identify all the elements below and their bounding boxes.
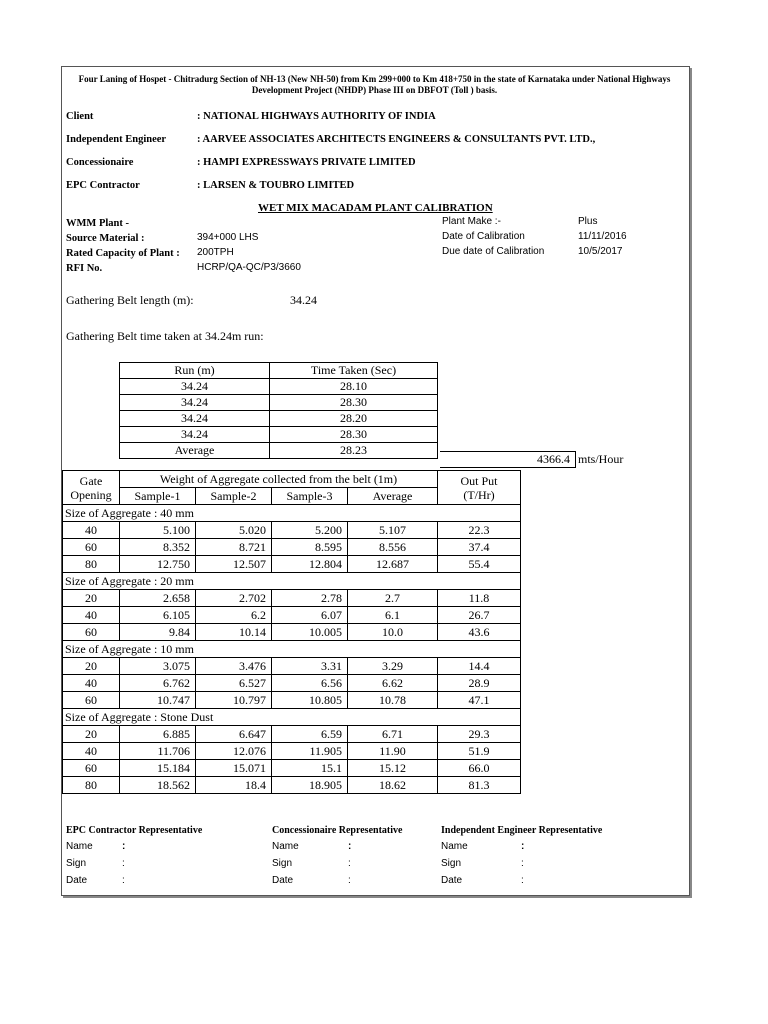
calibration-date-label: Date of Calibration [442, 231, 525, 242]
due-date-value: 10/5/2017 [578, 246, 623, 257]
weight-cell: 2.658 [119, 589, 196, 607]
sample-header: Sample-1 [119, 487, 196, 505]
run-cell: 34.24 [119, 410, 270, 427]
party-label: Concessionaire [66, 157, 134, 168]
source-material-value: 394+000 LHS [197, 232, 259, 243]
gate-opening-cell: 80 [62, 555, 120, 573]
sign-field-label: Sign [272, 858, 293, 869]
time-cell: 28.10 [269, 378, 438, 395]
time-cell: 28.30 [269, 394, 438, 411]
sign-field-label: Date [441, 875, 463, 886]
gate-opening-cell: 40 [62, 521, 120, 539]
sign-field-label: Date [272, 875, 294, 886]
signature-title: Concessionaire Representative [272, 825, 403, 836]
weight-cell: 6.105 [119, 606, 196, 624]
weight-cell: 8.556 [347, 538, 438, 556]
gate-opening-cell: 60 [62, 538, 120, 556]
rated-capacity-label: Rated Capacity of Plant : [66, 248, 180, 259]
calibration-date-value: 11/11/2016 [578, 231, 627, 242]
rated-capacity-value: 200TPH [197, 247, 234, 258]
run-cell: 34.24 [119, 426, 270, 443]
weight-cell: 18.562 [119, 776, 196, 794]
due-date-label: Due date of Calibration [442, 246, 545, 257]
weight-cell: 3.29 [347, 657, 438, 675]
party-value: : LARSEN & TOUBRO LIMITED [197, 180, 355, 191]
time-cell: 28.20 [269, 410, 438, 427]
sign-field-label: Name [66, 841, 93, 852]
time-header: Time Taken (Sec) [269, 362, 438, 379]
weight-cell: 6.2 [195, 606, 272, 624]
weight-cell: 10.805 [271, 691, 348, 709]
weight-cell: 12.687 [347, 555, 438, 573]
sign-field-colon: : [348, 841, 352, 852]
gate-opening-cell: 60 [62, 759, 120, 777]
weight-cell: 15.071 [195, 759, 272, 777]
sign-field-label: Date [66, 875, 88, 886]
output-cell: 22.3 [437, 521, 521, 539]
rfi-no-value: HCRP/QA-QC/P3/3660 [197, 262, 301, 273]
party-value: : AARVEE ASSOCIATES ARCHITECTS ENGINEERS & CONSULTANTS PVT. LTD., [197, 134, 596, 145]
party-label: Client [66, 111, 94, 122]
belt-speed-unit: mts/Hour [578, 452, 624, 466]
gate-opening-cell: 40 [62, 606, 120, 624]
weight-cell: 6.07 [271, 606, 348, 624]
sample-header: Sample-3 [271, 487, 348, 505]
weight-cell: 6.647 [195, 725, 272, 743]
belt-length-label: Gathering Belt length (m): [66, 293, 194, 307]
party-label: EPC Contractor [66, 180, 140, 191]
weight-cell: 18.62 [347, 776, 438, 794]
run-cell: Average [119, 442, 270, 459]
aggregate-size-heading: Size of Aggregate : Stone Dust [62, 708, 521, 726]
output-cell: 55.4 [437, 555, 521, 573]
output-cell: 66.0 [437, 759, 521, 777]
output-cell: 28.9 [437, 674, 521, 692]
weight-cell: 10.14 [195, 623, 272, 641]
sheet-title: WET MIX MACADAM PLANT CALIBRATION [258, 202, 493, 214]
weight-cell: 11.90 [347, 742, 438, 760]
weight-cell: 11.905 [271, 742, 348, 760]
weight-cell: 2.702 [195, 589, 272, 607]
weight-cell: 5.100 [119, 521, 196, 539]
weight-header: Weight of Aggregate collected from the belt (1m) [119, 470, 438, 488]
plant-make-value: Plus [578, 216, 598, 227]
sign-field-label: Sign [66, 858, 87, 869]
output-cell: 11.8 [437, 589, 521, 607]
weight-cell: 15.1 [271, 759, 348, 777]
weight-cell: 6.885 [119, 725, 196, 743]
gate-opening-cell: 60 [62, 623, 120, 641]
output-header: Out Put (T/Hr) [437, 470, 521, 505]
run-header: Run (m) [119, 362, 270, 379]
party-value: : NATIONAL HIGHWAYS AUTHORITY OF INDIA [197, 111, 436, 122]
weight-cell: 6.1 [347, 606, 438, 624]
weight-cell: 18.4 [195, 776, 272, 794]
sign-field-label: Name [441, 841, 468, 852]
output-cell: 37.4 [437, 538, 521, 556]
weight-cell: 10.005 [271, 623, 348, 641]
weight-cell: 2.7 [347, 589, 438, 607]
project-header: Four Laning of Hospet - Chitradurg Section of NH-13 (New NH-50) from Km 299+000 to Km 418+750 in the state of Karnataka under National Highways Development Project (NHDP) Phase III on DBFOT (Toll ) basis. [78, 74, 671, 95]
sign-field-colon: : [122, 875, 125, 886]
time-cell: 28.30 [269, 426, 438, 443]
output-cell: 43.6 [437, 623, 521, 641]
party-value: : HAMPI EXPRESSWAYS PRIVATE LIMITED [197, 157, 416, 168]
signature-title: EPC Contractor Representative [66, 825, 203, 836]
aggregate-size-heading: Size of Aggregate : 20 mm [62, 572, 521, 590]
sign-field-colon: : [348, 858, 351, 869]
weight-cell: 2.78 [271, 589, 348, 607]
time-cell: 28.23 [269, 442, 438, 459]
weight-cell: 11.706 [119, 742, 196, 760]
party-label: Independent Engineer [66, 134, 167, 145]
belt-speed-value: 4366.4 [440, 451, 576, 468]
output-cell: 26.7 [437, 606, 521, 624]
weight-cell: 8.595 [271, 538, 348, 556]
sign-field-colon: : [521, 841, 525, 852]
belt-time-label: Gathering Belt time taken at 34.24m run: [66, 329, 264, 343]
output-cell: 81.3 [437, 776, 521, 794]
output-cell: 47.1 [437, 691, 521, 709]
output-cell: 29.3 [437, 725, 521, 743]
weight-cell: 10.78 [347, 691, 438, 709]
weight-cell: 5.200 [271, 521, 348, 539]
weight-cell: 15.184 [119, 759, 196, 777]
signature-title: Independent Engineer Representative [441, 825, 603, 836]
run-cell: 34.24 [119, 394, 270, 411]
sign-field-label: Name [272, 841, 299, 852]
weight-cell: 8.721 [195, 538, 272, 556]
wmm-plant-label: WMM Plant - [66, 218, 129, 229]
weight-cell: 6.56 [271, 674, 348, 692]
plant-make-label: Plant Make :- [442, 216, 501, 227]
weight-cell: 3.075 [119, 657, 196, 675]
weight-cell: 12.507 [195, 555, 272, 573]
sign-field-colon: : [122, 858, 125, 869]
weight-cell: 10.747 [119, 691, 196, 709]
sign-field-colon: : [348, 875, 351, 886]
sign-field-label: Sign [441, 858, 462, 869]
weight-cell: 10.0 [347, 623, 438, 641]
weight-cell: 8.352 [119, 538, 196, 556]
aggregate-size-heading: Size of Aggregate : 10 mm [62, 640, 521, 658]
weight-cell: 6.62 [347, 674, 438, 692]
run-cell: 34.24 [119, 378, 270, 395]
output-cell: 14.4 [437, 657, 521, 675]
weight-cell: 12.076 [195, 742, 272, 760]
weight-cell: 6.762 [119, 674, 196, 692]
sample-header: Average [347, 487, 438, 505]
gate-opening-cell: 40 [62, 742, 120, 760]
gate-opening-cell: 80 [62, 776, 120, 794]
sign-field-colon: : [122, 841, 126, 852]
weight-cell: 18.905 [271, 776, 348, 794]
gate-opening-cell: 20 [62, 589, 120, 607]
weight-cell: 12.804 [271, 555, 348, 573]
sign-field-colon: : [521, 858, 524, 869]
source-material-label: Source Material : [66, 233, 145, 244]
sign-field-colon: : [521, 875, 524, 886]
weight-cell: 5.107 [347, 521, 438, 539]
sample-header: Sample-2 [195, 487, 272, 505]
gate-opening-cell: 20 [62, 725, 120, 743]
weight-cell: 9.84 [119, 623, 196, 641]
gate-opening-header: Gate Opening [62, 470, 120, 505]
weight-cell: 6.527 [195, 674, 272, 692]
aggregate-size-heading: Size of Aggregate : 40 mm [62, 504, 521, 522]
belt-length-value: 34.24 [290, 293, 317, 307]
weight-cell: 5.020 [195, 521, 272, 539]
gate-opening-cell: 60 [62, 691, 120, 709]
output-cell: 51.9 [437, 742, 521, 760]
weight-cell: 15.12 [347, 759, 438, 777]
weight-cell: 6.59 [271, 725, 348, 743]
weight-cell: 12.750 [119, 555, 196, 573]
weight-cell: 3.476 [195, 657, 272, 675]
weight-cell: 3.31 [271, 657, 348, 675]
gate-opening-cell: 20 [62, 657, 120, 675]
weight-cell: 6.71 [347, 725, 438, 743]
rfi-no-label: RFI No. [66, 263, 103, 274]
gate-opening-cell: 40 [62, 674, 120, 692]
weight-cell: 10.797 [195, 691, 272, 709]
